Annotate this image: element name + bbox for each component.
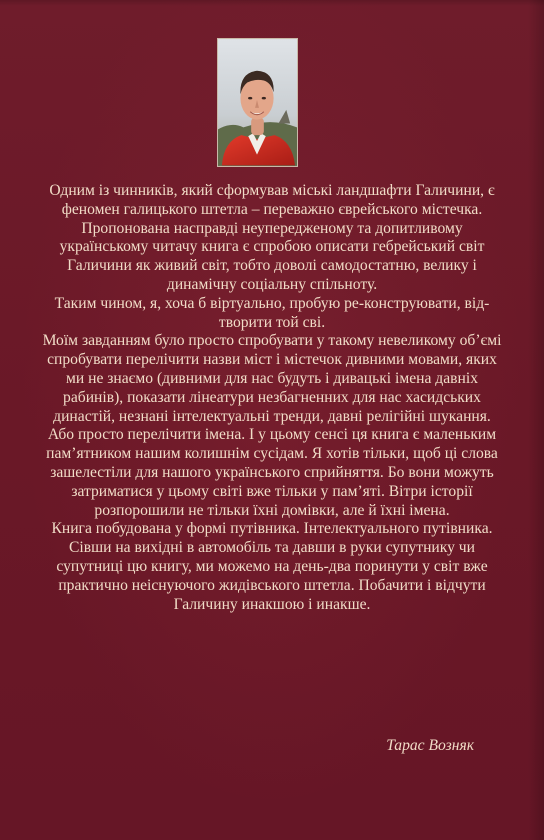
cover-top-shadow bbox=[0, 0, 544, 6]
blurb-paragraph-3: Таким чином, я, хоча б віртуально, пробую ре-конструювати, від-творити той сві. bbox=[54, 294, 490, 331]
blurb-text bbox=[40, 182, 504, 614]
author-portrait-image bbox=[218, 39, 297, 166]
blurb-paragraph-2: Пропонована насправді неупередженому та допитливому українському читачу книга є спробою описати гебрейський світ Галичини як живий світ, тобто доволі самодостатню, велику і динамічну соціальну спільноту. bbox=[59, 219, 485, 293]
blurb-paragraph-4: Моїм завданням було просто спробувати у такому невеликому об’ємі спробувати перелічити назви міст і містечок дивними мовами, яких ми не знаємо (дивними для нас будуть і дивацькі імена давніх рабинів), показати лінеатури незбагненних для нас хасидських династій, незнані інтелектуальні тренди, давні релігійні шукання. Або просто перелічити імена. І у цьому сенсі ця книга є маленьким пам’ятником нашим колишнім сусідам. Я хотів тільки, щоб ці слова зашелестіли для нашого українського сприйняття. Бо вони можуть затриматися у цьому світі вже тільки у пам’яті. Вітри історії розпорошили не тільки їхні домівки, але й їхні імена. bbox=[42, 332, 502, 519]
blurb-paragraph-5: Книга побудована у формі путівника. Інтелектуального путівника. Сівши на вихідні в автомобіль та давши в руки супутнику чи супутниці цю книгу, ми можемо на день-два поринути у світ вже практично неіснуючого жидівського штетла. Побачити і відчути Галичину инакшою і инакше. bbox=[51, 520, 493, 613]
author-photo bbox=[217, 38, 298, 167]
author-signature: Тарас Возняк bbox=[386, 737, 474, 754]
cover-edge-shadow bbox=[528, 0, 544, 840]
blurb-paragraph-1: Одним із чинників, який сформував міські ландшафти Галичини, є феномен галицького штетла – переважно єврейського містечка. bbox=[49, 182, 495, 218]
